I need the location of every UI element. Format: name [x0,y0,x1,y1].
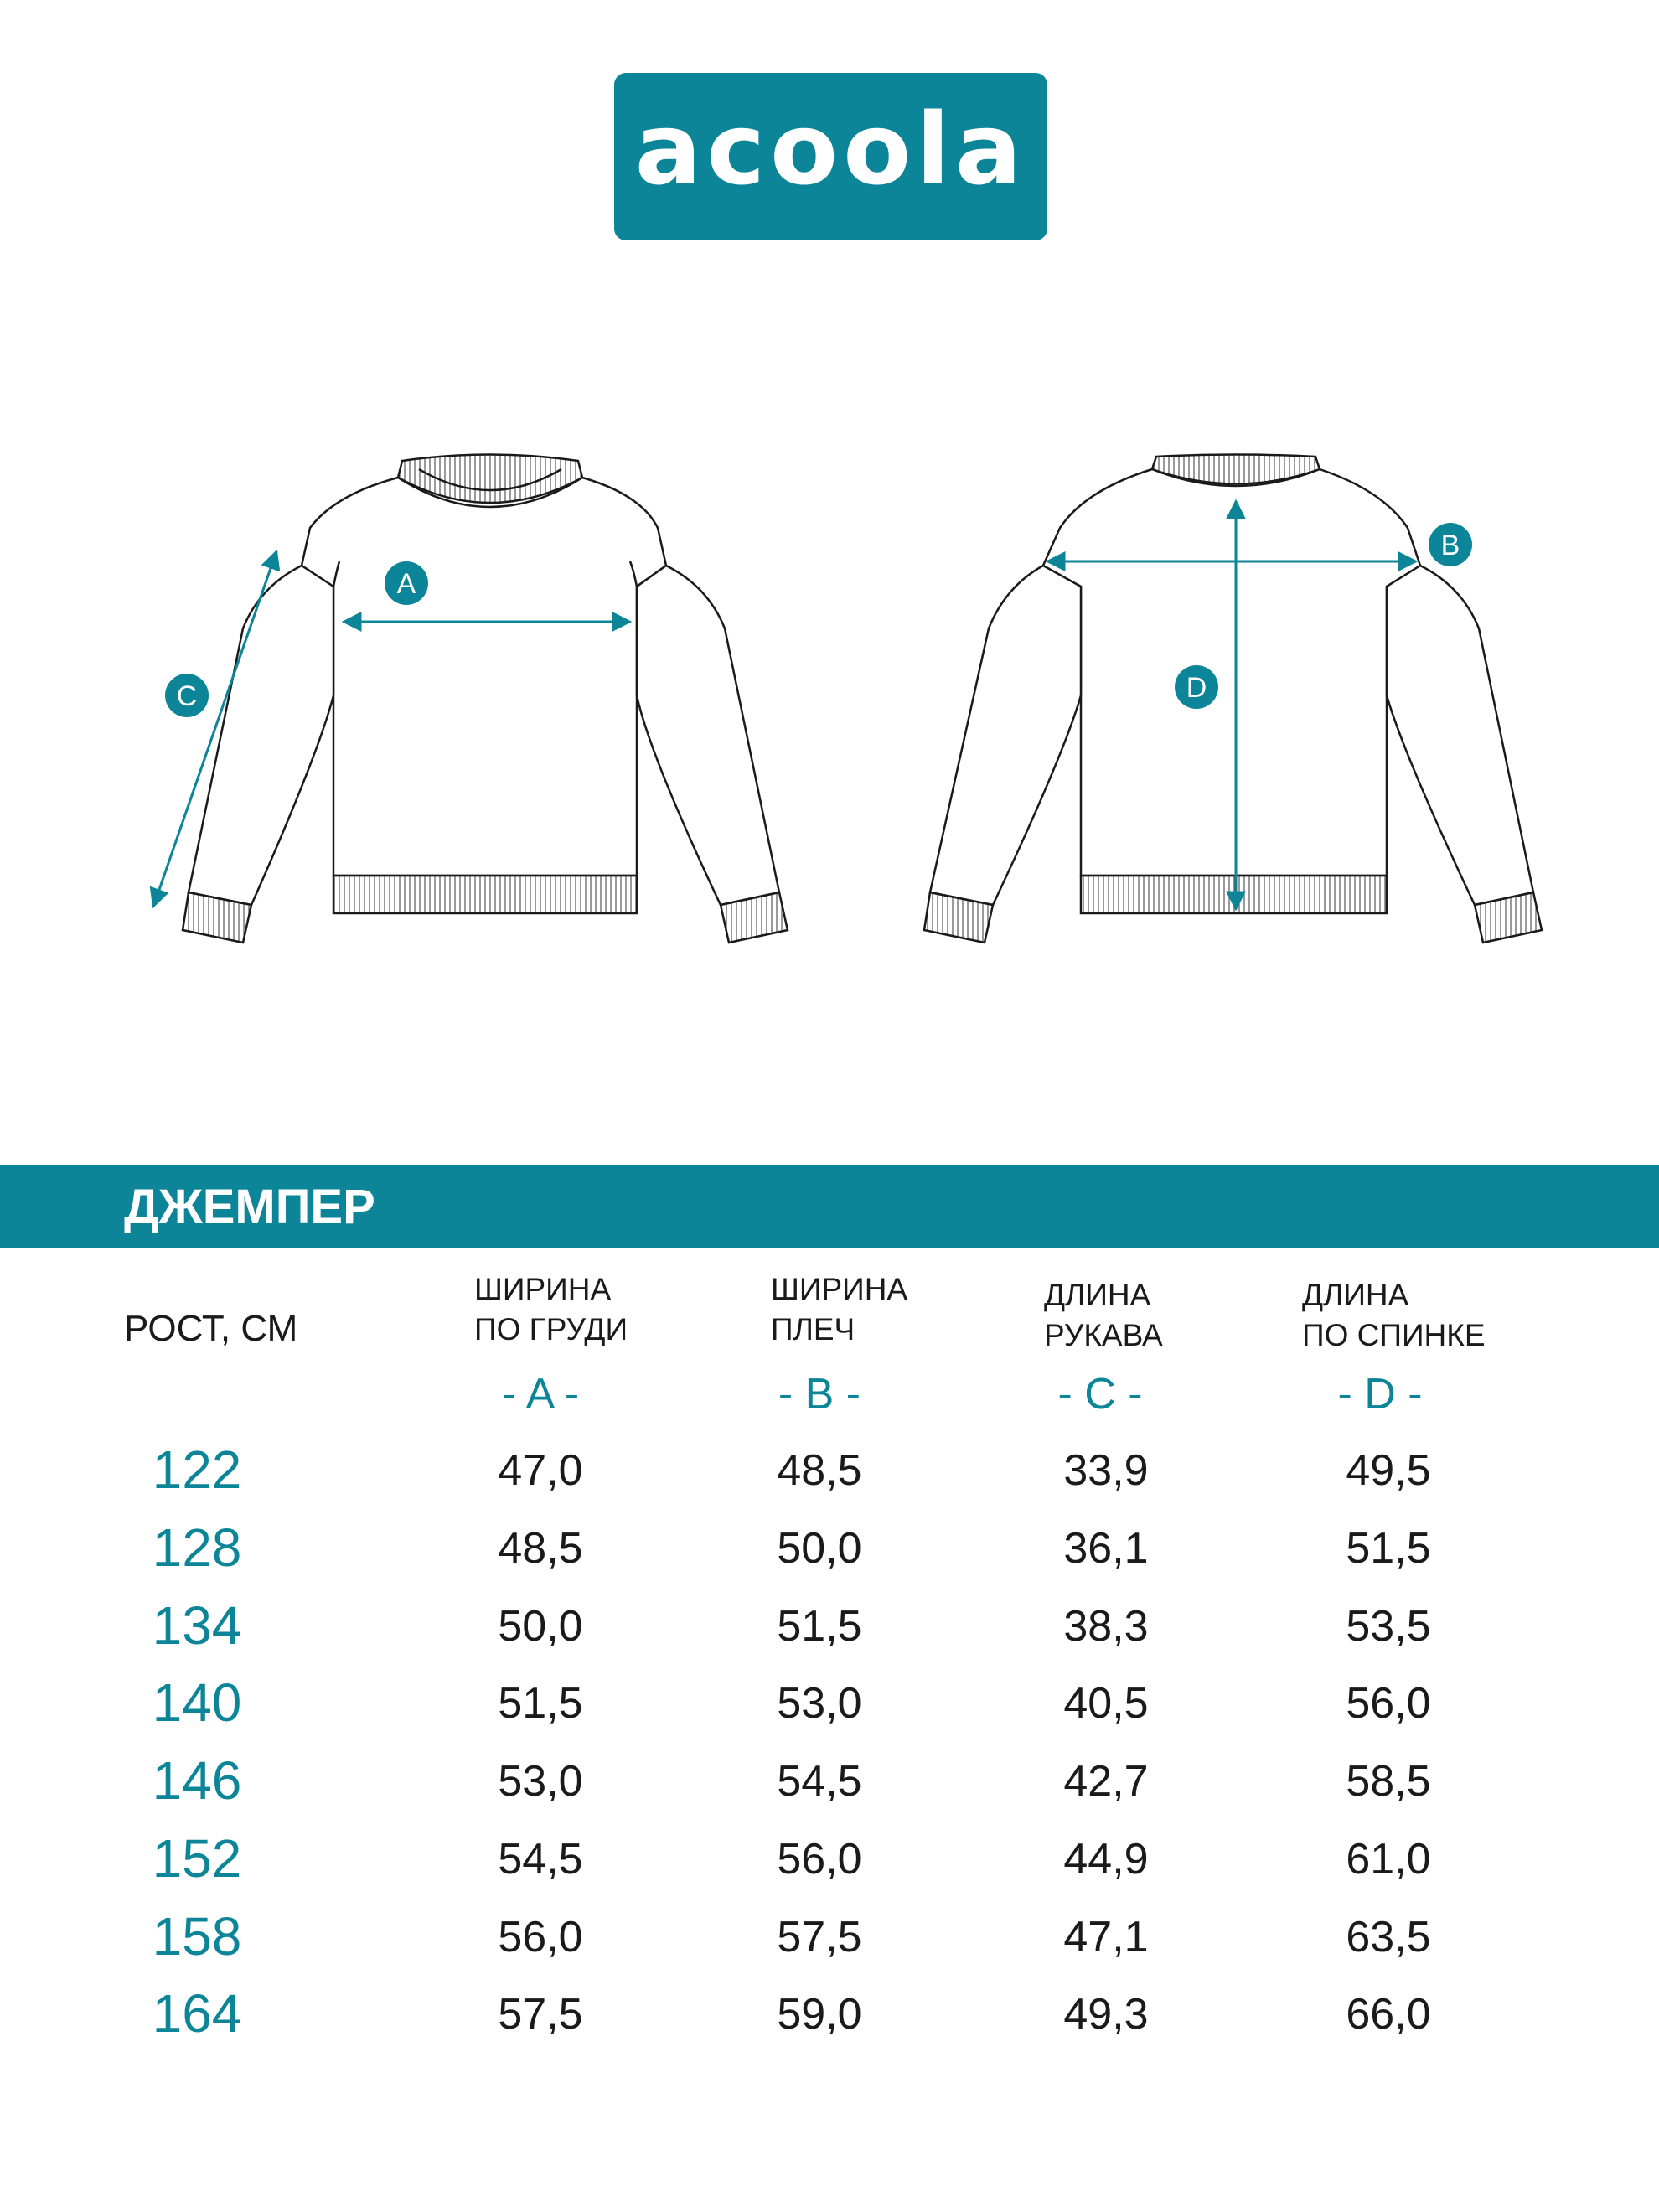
column-a-header [474,1269,628,1350]
cell-c: 36,1 [1063,1524,1149,1573]
table-row [0,1672,1659,1751]
row-height: 134 [152,1595,242,1656]
cell-b: 56,0 [777,1835,862,1884]
table-title-band [0,1165,1659,1248]
cell-b: 48,5 [777,1446,862,1495]
cell-d: 56,0 [1346,1679,1431,1728]
front-view [183,455,788,943]
cell-d: 58,5 [1346,1757,1431,1806]
cell-c: 33,9 [1063,1446,1149,1495]
jumper-diagram [0,419,1659,1005]
marker-b-label: B [1440,530,1460,561]
cell-b: 59,0 [777,1990,862,2039]
marker-d-label: D [1186,672,1207,704]
cell-a: 51,5 [498,1679,583,1728]
cell-a: 48,5 [498,1524,583,1573]
cell-c: 47,1 [1063,1913,1149,1961]
marker-a-label: A [396,568,416,600]
cell-c: 42,7 [1063,1757,1149,1806]
cell-a: 50,0 [498,1602,583,1651]
column-b-code: - B - [778,1370,861,1419]
column-c-code: - C - [1057,1370,1143,1419]
column-b-header [771,1269,907,1350]
table-row [0,1750,1659,1829]
cell-b: 57,5 [777,1913,862,1961]
cell-a: 56,0 [498,1913,583,1961]
column-d-line1: ДЛИНА [1302,1278,1409,1312]
cell-d: 51,5 [1346,1524,1431,1573]
cell-a: 53,0 [498,1757,583,1806]
row-height: 128 [152,1517,242,1578]
marker-c-label: C [176,680,198,712]
cell-a: 57,5 [498,1990,583,2039]
cell-d: 61,0 [1346,1835,1431,1884]
cell-a: 47,0 [498,1446,583,1495]
brand-logo [614,73,1047,240]
logo-text: acoola [634,91,1027,207]
table-row [0,1828,1659,1907]
row-height: 164 [152,1983,242,2044]
column-d-code: - D - [1337,1370,1423,1419]
cell-d: 66,0 [1346,1990,1431,2039]
table-row [0,1983,1659,2062]
cell-b: 51,5 [777,1602,862,1651]
row-height: 158 [152,1906,242,1967]
height-column-header: РОСТ, СМ [124,1308,298,1349]
row-height: 140 [152,1672,242,1733]
table-title: ДЖЕМПЕР [124,1180,375,1234]
table-row [0,1595,1659,1674]
column-d-line2: ПО СПИНКЕ [1302,1318,1486,1352]
column-b-line1: ШИРИНА [771,1272,908,1306]
row-height: 146 [152,1750,242,1811]
column-a-line2: ПО ГРУДИ [474,1312,628,1346]
cell-c: 40,5 [1063,1679,1149,1728]
cell-d: 63,5 [1346,1913,1431,1961]
cell-b: 50,0 [777,1524,862,1573]
column-b-line2: ПЛЕЧ [771,1312,855,1346]
cell-b: 54,5 [777,1757,862,1806]
cell-b: 53,0 [777,1679,862,1728]
cell-c: 44,9 [1063,1835,1149,1884]
column-a-code: - A - [501,1370,580,1419]
table-row [0,1439,1659,1518]
row-height: 152 [152,1828,242,1889]
table-row [0,1517,1659,1596]
column-a-line1: ШИРИНА [474,1272,612,1306]
cell-a: 54,5 [498,1835,583,1884]
cell-c: 38,3 [1063,1602,1149,1651]
cell-d: 49,5 [1346,1446,1431,1495]
table-row [0,1906,1659,1985]
column-c-line1: ДЛИНА [1044,1278,1151,1312]
column-c-line2: РУКАВА [1044,1318,1163,1352]
cell-d: 53,5 [1346,1602,1431,1651]
column-c-header [1044,1275,1163,1356]
cell-c: 49,3 [1063,1990,1149,2039]
row-height: 122 [152,1439,242,1500]
column-d-header [1302,1275,1486,1356]
